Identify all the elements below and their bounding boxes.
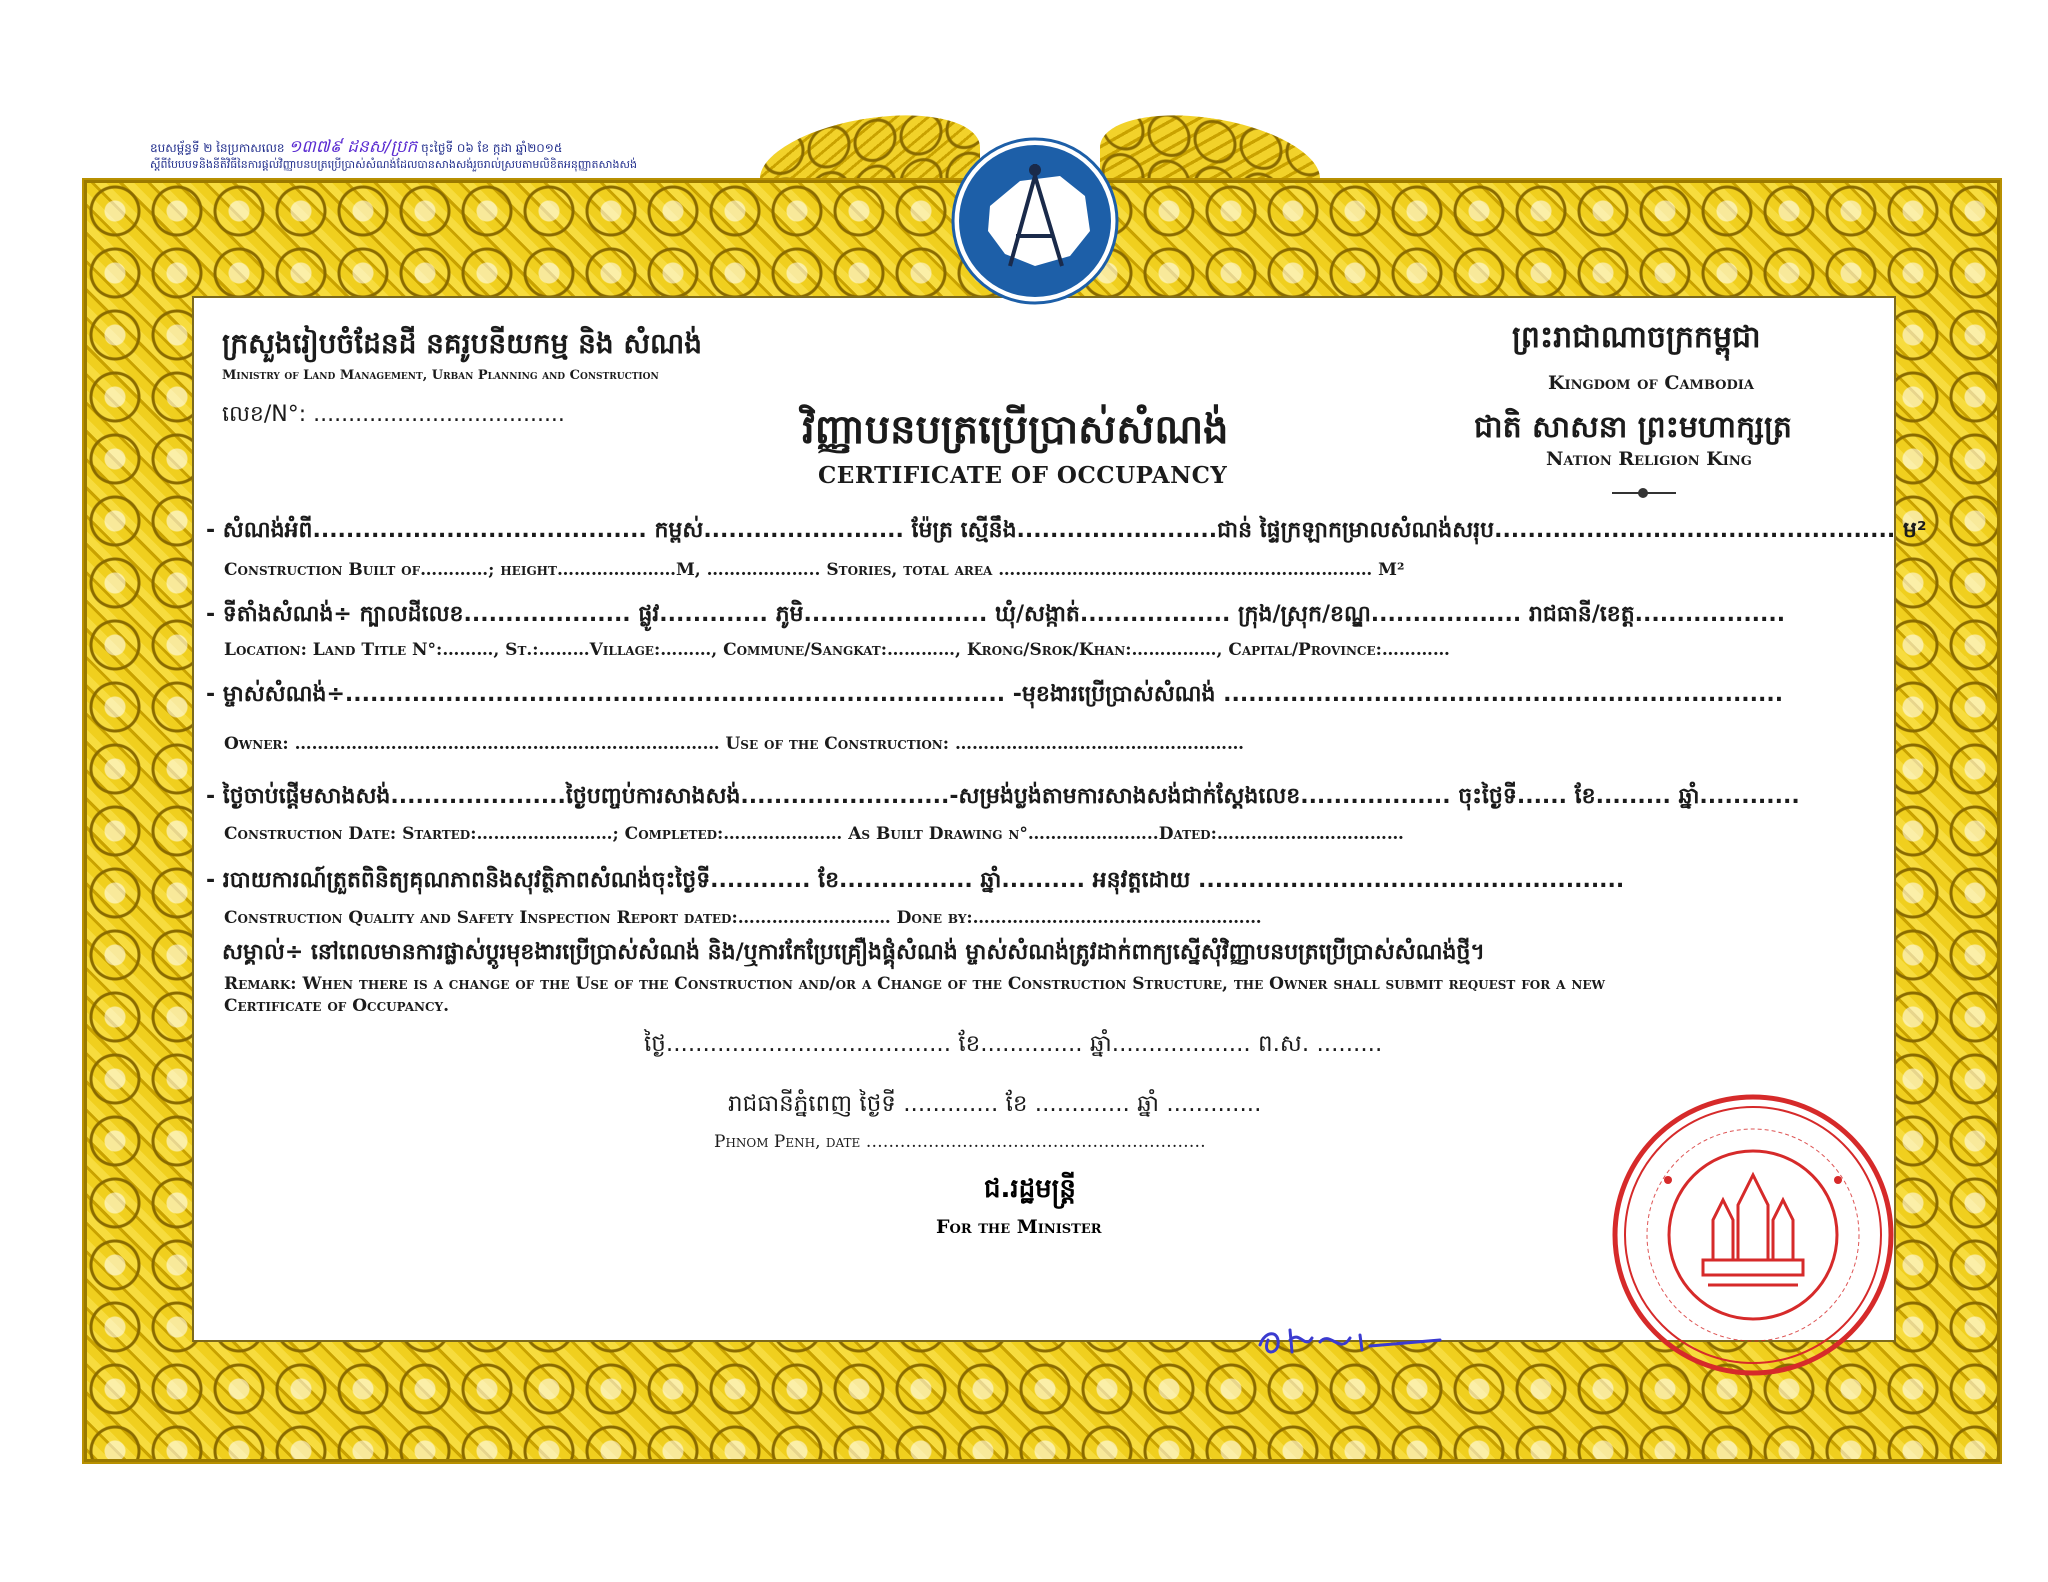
location-khmer: - ទីតាំងសំណង់÷ ក្បាលដីលេខ.................... ផ្លូវ............. ភូមិ...................... ឃុំ/សង្កាត់.................. ក្រុង/ស្រុក/ខណ្ឌ.................. រាជធានី/ខេត្ត.................. <box>206 602 1786 627</box>
owner-khmer: - ម្ចាស់សំណង់÷............................................................................... -មុខងារប្រើប្រាស់សំណង់ ................................................................... <box>206 682 1784 707</box>
kingdom-name-khmer: ព្រះរាជាណាចក្រកម្ពុជា <box>1512 320 1761 355</box>
location-english: Location: Land Title N°:………, St.:………Village:………, Commune/Sangkat:…………, Krong/Srok/Khan:……………, Capital/Province:………… <box>224 640 1450 660</box>
construction-dates-khmer: - ថ្ងៃចាប់ផ្តើមសាងសង់.....................ថ្ងៃបញ្ចប់ការសាងសង់.........................-សម្រង់ប្លង់តាមការសាងសង់ជាក់ស្តែងលេខ.................. ចុះថ្ងៃទី...... ខែ......... ឆ្នាំ............ <box>206 784 1800 809</box>
for-minister-khmer: ជ.រដ្ឋមន្ត្រី <box>984 1174 1076 1204</box>
issue-date-khmer: ថ្ងៃ....................................... ខែ.............. ឆ្នាំ................... ព.ស. ......... <box>644 1031 1383 1057</box>
motto-english: Nation Religion King <box>1546 448 1752 470</box>
annex-subject: ស្តីពីបែបបទនិងនីតិវិធីនៃការផ្តល់វិញ្ញាបនបត្រប្រើប្រាស់សំណង់ដែលបានសាងសង់រួចរាល់ស្របតាមលិខិតអនុញ្ញាតសាងសង់ <box>150 158 637 171</box>
for-minister-english: For the Minister <box>936 1216 1102 1238</box>
construction-details-khmer: - សំណង់អំពី........................................ កម្ពស់........................ ម៉ែត្រ ស្មើនឹង........................ជាន់ ផ្ទៃក្រឡាកម្រាលសំណង់សរុប................................................ ម² <box>206 518 1927 543</box>
certificate-title-khmer: វិញ្ញាបនបត្រប្រើប្រាស់សំណង់ <box>802 407 1229 453</box>
certificate-title-english: CERTIFICATE OF OCCUPANCY <box>818 462 1228 489</box>
official-seal-icon <box>1608 1090 1898 1380</box>
construction-details-english: Construction Built of…………; height…………………M, ……………….. Stories, total area ………………………………………………………… M² <box>224 560 1405 580</box>
ministry-name-khmer: ក្រសួងរៀបចំដែនដី នគរូបនីយកម្ម និង សំណង់ <box>222 327 703 360</box>
ministry-logo-icon <box>950 136 1120 306</box>
inspection-report-khmer: - របាយការណ៍ត្រួតពិនិត្យគុណភាពនិងសុវត្ថិភាពសំណង់ចុះថ្ងៃទី............ ខែ................ ឆ្នាំ.......... អនុវត្តដោយ ................................................... <box>206 868 1625 893</box>
remark-english: Remark: When there is a change of the Use of the Construction and/or a Change of the Construction Structure, the Owner shall submit request for a new <box>224 974 1605 994</box>
remark-english-continued: Certificate of Occupancy. <box>224 996 450 1016</box>
construction-dates-english: Construction Date: Started:……………………; Completed:………………… As Built Drawing n°…………………..Dated:…………………………… <box>224 824 1404 844</box>
inspection-report-english: Construction Quality and Safety Inspection Report dated:……………………… Done by:…………………………………………… <box>224 908 1262 928</box>
annex-number-handwritten: ១៣៧៩ ដនស/ប្រក <box>288 137 418 157</box>
remark-khmer: សម្គាល់÷ នៅពេលមានការផ្លាស់ប្តូរមុខងារប្រើប្រាស់សំណង់ និង/ឬការកែប្រែគ្រឿងផ្គុំសំណង់ ម្ចាស់សំណង់ត្រូវដាក់ពាក្យស្នើសុំវិញ្ញាបនបត្រប្រើប្រាស់សំណង់ថ្មី។ <box>222 940 1485 965</box>
certificate-number-field: លេខ/N°: .................................... <box>222 402 565 427</box>
motto-divider <box>1612 492 1676 494</box>
signature-icon <box>1250 1310 1450 1370</box>
issue-place-khmer: រាជធានីភ្នំពេញ ថ្ងៃទី ............. ខែ ............. ឆ្នាំ ............. <box>728 1091 1262 1117</box>
motto-khmer: ជាតិ សាសនា ព្រះមហាក្សត្រ <box>1474 410 1792 445</box>
owner-english: Owner: ………………………………………………………………… Use of the Construction: …………………………………………… <box>224 734 1244 754</box>
kingdom-name-english: Kingdom of Cambodia <box>1548 372 1754 394</box>
issue-place-english: Phnom Penh, date …………………………………………………… <box>714 1132 1206 1152</box>
annex-date: ចុះថ្ងៃទី ០៦ ខែ ក្កដា ឆ្នាំ២០១៥ <box>421 141 563 155</box>
ministry-name-english: Ministry of Land Management, Urban Planning and Construction <box>222 368 659 383</box>
annex-label: ឧបសម្ព័ន្ធទី ២ នៃប្រកាសលេខ <box>150 141 285 155</box>
